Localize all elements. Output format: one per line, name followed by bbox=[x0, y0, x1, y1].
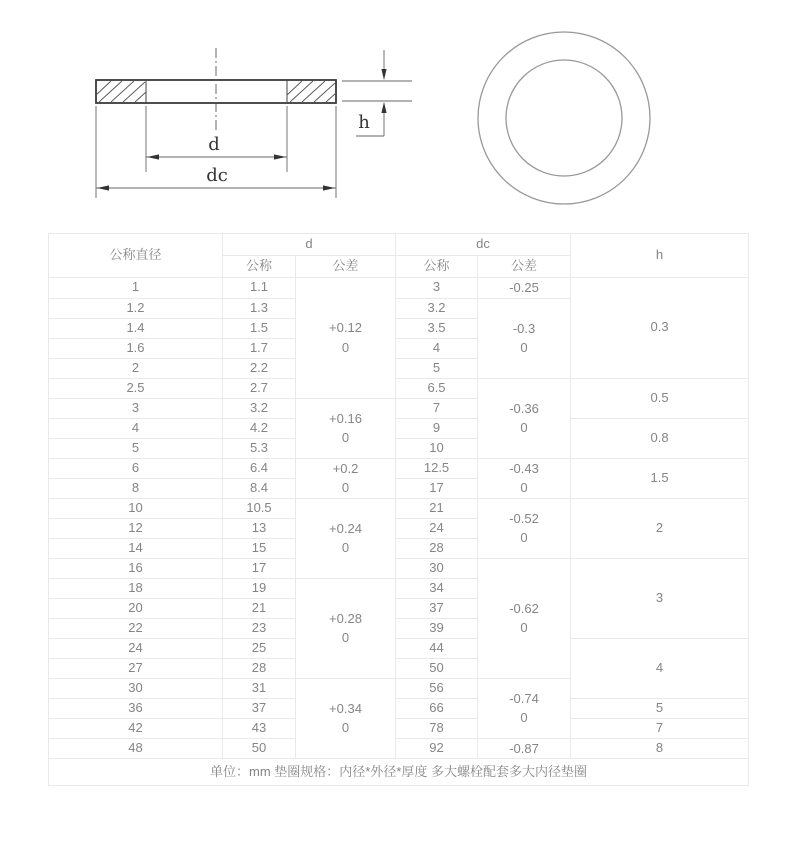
table-body bbox=[49, 278, 749, 759]
arrow-h-top bbox=[381, 69, 386, 80]
cell-dc-tolerance: -0.25 bbox=[478, 278, 571, 299]
cell-dc-nominal: 10 bbox=[396, 438, 478, 458]
cell-dc-nominal: 66 bbox=[396, 698, 478, 718]
cell-d-tolerance: +0.34 0 bbox=[296, 678, 396, 759]
cell-dc-nominal: 39 bbox=[396, 618, 478, 638]
cell-dc-nominal: 3.2 bbox=[396, 298, 478, 318]
cell-dc-nominal: 30 bbox=[396, 558, 478, 578]
cell-d-nominal: 23 bbox=[223, 618, 296, 638]
cell-nominal-diameter: 22 bbox=[49, 618, 223, 638]
cell-nominal-diameter: 48 bbox=[49, 738, 223, 759]
header-d-nominal: 公称 bbox=[223, 256, 296, 278]
label-d: d bbox=[208, 134, 220, 155]
cell-nominal-diameter: 27 bbox=[49, 658, 223, 678]
cell-nominal-diameter: 3 bbox=[49, 398, 223, 418]
arrow-d-right bbox=[274, 154, 286, 159]
cell-h: 5 bbox=[571, 698, 749, 718]
cell-nominal-diameter: 1.4 bbox=[49, 318, 223, 338]
arrow-dc-right bbox=[323, 185, 335, 190]
table-header bbox=[49, 234, 749, 278]
header-d-tolerance: 公差 bbox=[296, 256, 396, 278]
cell-d-nominal: 19 bbox=[223, 578, 296, 598]
footer-row bbox=[49, 759, 749, 786]
cell-nominal-diameter: 18 bbox=[49, 578, 223, 598]
footer-note: 单位：mm 垫圈规格：内径*外径*厚度 多大螺栓配套多大内径垫圈 bbox=[49, 759, 749, 786]
cell-dc-nominal: 44 bbox=[396, 638, 478, 658]
cell-h: 2 bbox=[571, 498, 749, 558]
cell-h: 4 bbox=[571, 638, 749, 698]
cell-d-nominal: 28 bbox=[223, 658, 296, 678]
cell-dc-nominal: 9 bbox=[396, 418, 478, 438]
cell-nominal-diameter: 1.6 bbox=[49, 338, 223, 358]
header-d: d bbox=[223, 234, 396, 256]
cell-d-nominal: 5.3 bbox=[223, 438, 296, 458]
cell-d-nominal: 1.3 bbox=[223, 298, 296, 318]
cell-d-tolerance: +0.28 0 bbox=[296, 578, 396, 678]
front-view bbox=[478, 32, 650, 204]
cell-dc-tolerance: -0.43 0 bbox=[478, 458, 571, 498]
cell-dc-nominal: 78 bbox=[396, 718, 478, 738]
cell-dc-nominal: 37 bbox=[396, 598, 478, 618]
cell-nominal-diameter: 30 bbox=[49, 678, 223, 698]
cell-dc-nominal: 4 bbox=[396, 338, 478, 358]
cell-d-nominal: 4.2 bbox=[223, 418, 296, 438]
header-dc: dc bbox=[396, 234, 571, 256]
cell-h: 0.3 bbox=[571, 278, 749, 379]
cell-d-nominal: 2.7 bbox=[223, 378, 296, 398]
cell-dc-tolerance: -0.74 0 bbox=[478, 678, 571, 738]
cell-d-tolerance: +0.16 0 bbox=[296, 398, 396, 458]
cell-d-nominal: 1.7 bbox=[223, 338, 296, 358]
arrow-h-bottom bbox=[381, 102, 386, 113]
cell-dc-nominal: 34 bbox=[396, 578, 478, 598]
table-row bbox=[49, 698, 749, 718]
cell-nominal-diameter: 2 bbox=[49, 358, 223, 378]
cell-dc-nominal: 24 bbox=[396, 518, 478, 538]
table-row bbox=[49, 278, 749, 299]
table-row bbox=[49, 498, 749, 518]
cell-dc-tolerance: -0.36 0 bbox=[478, 378, 571, 458]
cell-d-nominal: 13 bbox=[223, 518, 296, 538]
label-dc: dc bbox=[206, 165, 228, 186]
cell-nominal-diameter: 16 bbox=[49, 558, 223, 578]
table-row bbox=[49, 378, 749, 398]
hatch-right bbox=[287, 81, 336, 102]
table-row bbox=[49, 418, 749, 438]
cell-dc-tolerance: -0.3 0 bbox=[478, 298, 571, 378]
cell-dc-nominal: 12.5 bbox=[396, 458, 478, 478]
table-row bbox=[49, 718, 749, 738]
cell-h: 7 bbox=[571, 718, 749, 738]
cell-nominal-diameter: 1.2 bbox=[49, 298, 223, 318]
table-row bbox=[49, 638, 749, 658]
cell-dc-nominal: 3 bbox=[396, 278, 478, 299]
cell-dc-nominal: 21 bbox=[396, 498, 478, 518]
arrow-d-left bbox=[147, 154, 159, 159]
cell-dc-nominal: 3.5 bbox=[396, 318, 478, 338]
cell-dc-nominal: 92 bbox=[396, 738, 478, 759]
cell-h: 0.5 bbox=[571, 378, 749, 418]
cell-d-tolerance: +0.24 0 bbox=[296, 498, 396, 578]
cell-d-nominal: 1.1 bbox=[223, 278, 296, 299]
cell-nominal-diameter: 24 bbox=[49, 638, 223, 658]
header-dc-tolerance: 公差 bbox=[478, 256, 571, 278]
cell-d-nominal: 50 bbox=[223, 738, 296, 759]
table-row bbox=[49, 458, 749, 478]
cell-d-nominal: 31 bbox=[223, 678, 296, 698]
cell-d-tolerance: +0.12 0 bbox=[296, 278, 396, 399]
washer-spec-table bbox=[48, 233, 749, 786]
section-view bbox=[96, 48, 412, 198]
cell-nominal-diameter: 5 bbox=[49, 438, 223, 458]
cell-nominal-diameter: 36 bbox=[49, 698, 223, 718]
cell-d-tolerance: +0.2 0 bbox=[296, 458, 396, 498]
cell-d-nominal: 17 bbox=[223, 558, 296, 578]
outer-circle bbox=[478, 32, 650, 204]
cell-d-nominal: 25 bbox=[223, 638, 296, 658]
cell-dc-tolerance: -0.87 bbox=[478, 738, 571, 759]
table-footer bbox=[49, 759, 749, 786]
cell-d-nominal: 43 bbox=[223, 718, 296, 738]
cell-dc-nominal: 50 bbox=[396, 658, 478, 678]
cell-nominal-diameter: 1 bbox=[49, 278, 223, 299]
cell-d-nominal: 21 bbox=[223, 598, 296, 618]
cell-h: 8 bbox=[571, 738, 749, 759]
header-row-1 bbox=[49, 234, 749, 256]
cell-d-nominal: 10.5 bbox=[223, 498, 296, 518]
cell-nominal-diameter: 42 bbox=[49, 718, 223, 738]
inner-circle bbox=[506, 60, 622, 176]
cell-d-nominal: 37 bbox=[223, 698, 296, 718]
cell-d-nominal: 8.4 bbox=[223, 478, 296, 498]
label-h: h bbox=[358, 112, 370, 133]
cell-d-nominal: 1.5 bbox=[223, 318, 296, 338]
cell-nominal-diameter: 10 bbox=[49, 498, 223, 518]
cell-dc-nominal: 5 bbox=[396, 358, 478, 378]
cell-dc-nominal: 6.5 bbox=[396, 378, 478, 398]
cell-dc-nominal: 28 bbox=[396, 538, 478, 558]
cell-nominal-diameter: 8 bbox=[49, 478, 223, 498]
arrow-dc-left bbox=[97, 185, 109, 190]
cell-dc-tolerance: -0.62 0 bbox=[478, 558, 571, 678]
table-row bbox=[49, 558, 749, 578]
cell-d-nominal: 3.2 bbox=[223, 398, 296, 418]
cell-nominal-diameter: 12 bbox=[49, 518, 223, 538]
cell-nominal-diameter: 20 bbox=[49, 598, 223, 618]
cell-dc-nominal: 17 bbox=[396, 478, 478, 498]
header-h: h bbox=[571, 234, 749, 278]
cell-h: 1.5 bbox=[571, 458, 749, 498]
cell-nominal-diameter: 14 bbox=[49, 538, 223, 558]
cell-dc-nominal: 7 bbox=[396, 398, 478, 418]
dimension-h bbox=[342, 50, 412, 136]
cell-h: 3 bbox=[571, 558, 749, 638]
technical-drawing bbox=[0, 0, 790, 228]
cell-dc-nominal: 56 bbox=[396, 678, 478, 698]
cell-d-nominal: 6.4 bbox=[223, 458, 296, 478]
cell-nominal-diameter: 6 bbox=[49, 458, 223, 478]
cell-h: 0.8 bbox=[571, 418, 749, 458]
cell-d-nominal: 15 bbox=[223, 538, 296, 558]
cell-d-nominal: 2.2 bbox=[223, 358, 296, 378]
cell-nominal-diameter: 2.5 bbox=[49, 378, 223, 398]
header-nominal-diameter: 公称直径 bbox=[49, 234, 223, 278]
table-row bbox=[49, 738, 749, 759]
hatch-left bbox=[96, 81, 146, 102]
cell-nominal-diameter: 4 bbox=[49, 418, 223, 438]
cell-dc-tolerance: -0.52 0 bbox=[478, 498, 571, 558]
header-dc-nominal: 公称 bbox=[396, 256, 478, 278]
